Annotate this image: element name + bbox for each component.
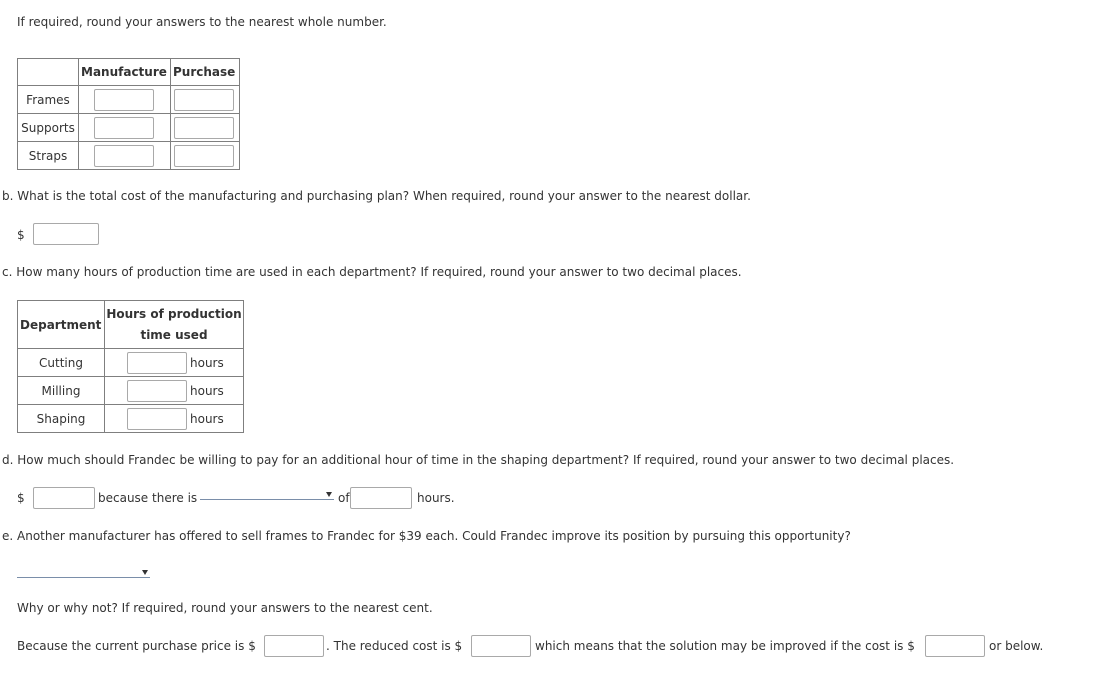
shaping-value-input[interactable] xyxy=(33,487,95,509)
supports-manufacture-input[interactable] xyxy=(94,117,154,139)
question-b-text: b. What is the total cost of the manufacturing and purchasing plan? When required, round your answer to the nearest dollar. xyxy=(2,189,751,203)
shaping-hours-unit: hours xyxy=(190,411,224,426)
of-text: of xyxy=(338,491,350,505)
improve-position-select[interactable] xyxy=(17,568,150,578)
row-label-frames: Frames xyxy=(18,86,79,114)
because-there-is-text: because there is xyxy=(98,491,198,505)
frames-purchase-input[interactable] xyxy=(174,89,234,111)
why-text: Why or why not? If required, round your answers to the nearest cent. xyxy=(17,601,433,615)
dept-label-shaping: Shaping xyxy=(18,405,105,433)
slack-surplus-select[interactable] xyxy=(200,490,334,500)
dept-label-cutting: Cutting xyxy=(18,349,105,377)
intro-text: If required, round your answers to the nearest whole number. xyxy=(17,15,387,29)
col-header-manufacture: Manufacture xyxy=(79,59,171,86)
frames-manufacture-input[interactable] xyxy=(94,89,154,111)
supports-purchase-input[interactable] xyxy=(174,117,234,139)
threshold-cost-input[interactable] xyxy=(925,635,985,657)
cutting-hours-unit: hours xyxy=(190,355,224,370)
milling-hours-unit: hours xyxy=(190,383,224,398)
plan-table-corner xyxy=(18,59,79,86)
reduced-cost-input[interactable] xyxy=(471,635,531,657)
row-label-supports: Supports xyxy=(18,114,79,142)
col-header-purchase: Purchase xyxy=(171,59,240,86)
question-c-text: c. How many hours of production time are used in each department? If required, round your answer to two decimal places. xyxy=(2,265,742,279)
milling-hours-input[interactable] xyxy=(127,380,187,402)
col-header-department: Department xyxy=(18,301,105,349)
total-cost-currency: $ xyxy=(17,228,25,242)
chevron-down-icon xyxy=(326,492,332,497)
or-below-text: or below. xyxy=(989,639,1044,653)
chevron-down-icon xyxy=(142,570,148,575)
cutting-hours-input[interactable] xyxy=(127,352,187,374)
row-label-straps: Straps xyxy=(18,142,79,170)
cutting-hours-cell xyxy=(105,349,244,377)
plan-table xyxy=(17,58,240,170)
col-header-hours-line2: time used xyxy=(140,327,208,342)
col-header-hours xyxy=(105,301,244,349)
shaping-hours-input[interactable] xyxy=(127,408,187,430)
total-cost-input[interactable] xyxy=(33,223,99,245)
question-d-text: d. How much should Frandec be willing to pay for an additional hour of time in the shaping department? If required, round your answer to two decimal places. xyxy=(2,453,955,467)
current-price-input[interactable] xyxy=(264,635,324,657)
dept-label-milling: Milling xyxy=(18,377,105,405)
straps-manufacture-input[interactable] xyxy=(94,145,154,167)
reduced-cost-text: . The reduced cost is $ xyxy=(326,639,463,653)
hours-suffix-text: hours. xyxy=(417,491,455,505)
question-e-text: e. Another manufacturer has offered to sell frames to Frandec for $39 each. Could Frandec improve its position by pursuing this opportunity? xyxy=(2,529,851,543)
shaping-hours-cell xyxy=(105,405,244,433)
col-header-hours-line1: Hours of production xyxy=(106,306,242,321)
milling-hours-cell xyxy=(105,377,244,405)
hours-table xyxy=(17,300,244,433)
shaping-value-currency: $ xyxy=(17,491,25,505)
straps-purchase-input[interactable] xyxy=(174,145,234,167)
current-price-text: Because the current purchase price is $ xyxy=(17,639,256,653)
slack-hours-input[interactable] xyxy=(350,487,412,509)
improve-threshold-text: which means that the solution may be improved if the cost is $ xyxy=(535,639,915,653)
